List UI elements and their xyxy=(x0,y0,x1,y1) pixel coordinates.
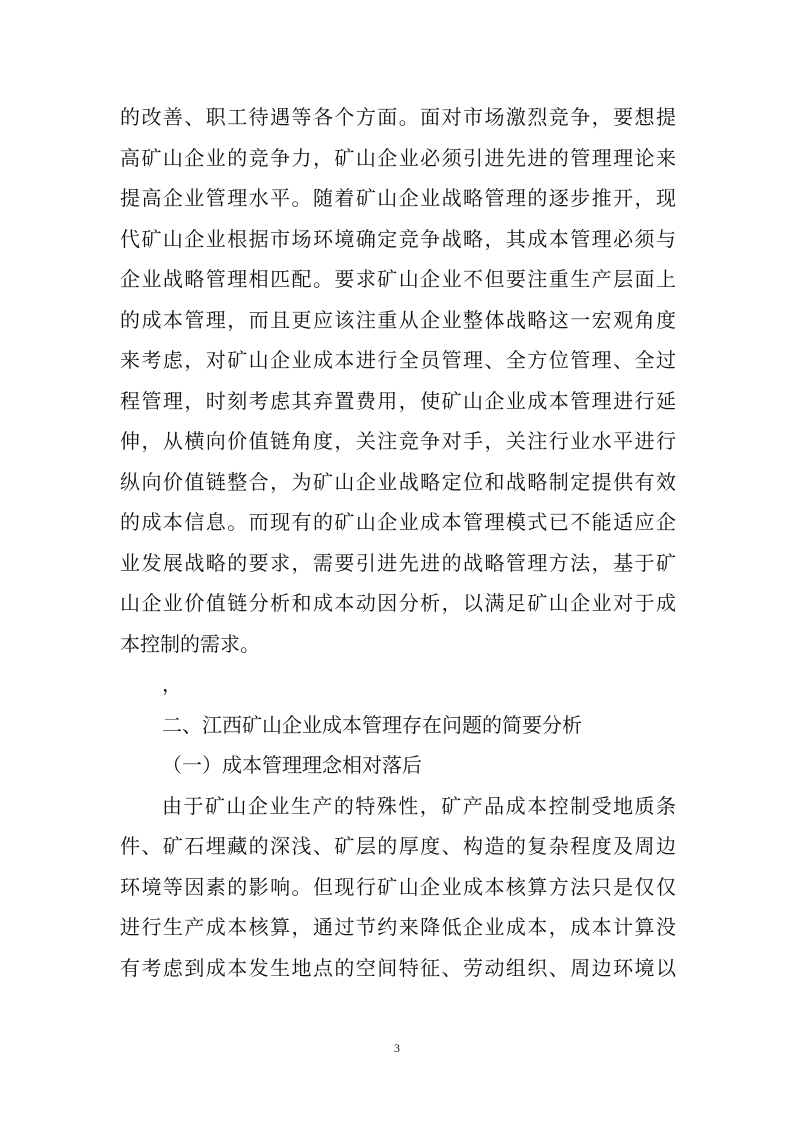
text-line: 的改善、职工待遇等各个方面。面对市场激烈竞争，要想提 xyxy=(120,105,676,129)
paragraph-2 xyxy=(120,786,676,989)
text-line: 伸，从横向价值链角度，关注竞争对手，关注行业水平进行 xyxy=(120,429,676,453)
text-line: 件、矿石埋藏的深浅、矿层的厚度、构造的复杂程度及周边 xyxy=(120,834,676,858)
text-line: 高矿山企业的竞争力，矿山企业必须引进先进的管理理论来 xyxy=(120,145,676,170)
text-line: 程管理，时刻考虑其弃置费用，使矿山企业成本管理进行延 xyxy=(120,388,676,413)
text-line: 代矿山企业根据市场环境确定竞争战略，其成本管理必须与 xyxy=(120,226,676,251)
text-line: 有考虑到成本发生地点的空间特征、劳动组织、周边环境以 xyxy=(120,955,676,980)
text-line: 的成本信息。而现有的矿山企业成本管理模式已不能适应企 xyxy=(120,510,676,534)
text-line: 来考虑，对矿山企业成本进行全员管理、全方位管理、全过 xyxy=(120,348,676,372)
text-line: 企业战略管理相匹配。要求矿山企业不但要注重生产层面上 xyxy=(120,267,676,291)
document-body xyxy=(120,97,676,988)
text-line: 的成本管理，而且更应该注重从企业整体战略这一宏观角度 xyxy=(120,307,676,332)
text-line: 进行生产成本核算，通过节约来降低企业成本，成本计算没 xyxy=(120,915,676,939)
text-line: 山企业价值链分析和成本动因分析，以满足矿山企业对于成 xyxy=(120,591,676,615)
section-heading: 二、江西矿山企业成本管理存在问题的简要分析 xyxy=(162,712,582,737)
text-line: 提高企业管理水平。随着矿山企业战略管理的逐步推开，现 xyxy=(120,186,676,210)
paragraph-1 xyxy=(120,97,676,664)
text-line: 纵向价值链整合，为矿山企业战略定位和战略制定提供有效 xyxy=(120,469,676,494)
text-line: 环境等因素的影响。但现行矿山企业成本核算方法只是仅仅 xyxy=(120,874,676,899)
page-number: 3 xyxy=(394,1041,400,1055)
subsection-heading: （一）成本管理理念相对落后 xyxy=(162,753,422,777)
text-line: 业发展战略的要求，需要引进先进的战略管理方法，基于矿 xyxy=(120,550,676,575)
text-line: 由于矿山企业生产的特殊性，矿产品成本控制受地质条 xyxy=(162,793,676,818)
stray-comma: ， xyxy=(162,672,182,696)
text-line: 本控制的需求。 xyxy=(120,631,260,656)
